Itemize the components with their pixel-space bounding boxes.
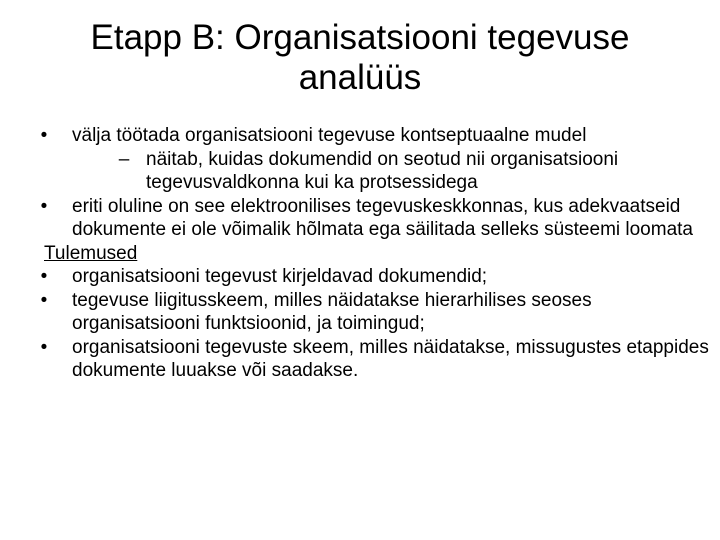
bullet-item-electronic-environment xyxy=(40,195,714,242)
slide-title-line-2: analüüs xyxy=(298,58,422,97)
result-item-documents xyxy=(40,265,714,289)
sub-item-text: näitab, kuidas dokumendid on seotud nii organisatsiooni tegevusvaldkonna kui ka protsessidega xyxy=(146,148,619,193)
sub-item-documents-relation xyxy=(44,148,714,195)
result-item-text: tegevuse liigitusskeem, milles näidatakse hierarhilises seoses organisatsiooni funktsioonid, ja toimingud; xyxy=(72,289,592,334)
bullet-icon: • xyxy=(40,195,48,217)
dash-icon: – xyxy=(118,148,130,170)
result-item-classification-scheme xyxy=(40,289,714,336)
slide-title xyxy=(0,18,720,98)
bullet-icon: • xyxy=(40,266,48,287)
bullet-icon: • xyxy=(40,336,48,358)
bullet-item-conceptual-model xyxy=(40,124,714,148)
results-heading: Tulemused xyxy=(44,242,138,264)
result-item-activity-scheme xyxy=(40,336,714,383)
result-item-text: organisatsiooni tegevust kirjeldavad dokumendid; xyxy=(72,266,488,287)
bullet-item-text: eriti oluline on see elektroonilises tegevuskeskkonnas, kus adekvaatseid dokumente ei ole võimalik hõlmata ega säilitada selleks süsteemi loomata xyxy=(72,195,693,240)
slide-title-line-1: Etapp B: Organisatsiooni tegevuse xyxy=(90,18,630,57)
slide-body xyxy=(40,124,714,383)
bullet-icon: • xyxy=(40,125,48,146)
result-item-text: organisatsiooni tegevuste skeem, milles näidatakse, missugustes etappides dokumente luuakse või saadakse. xyxy=(72,336,709,381)
bullet-item-text: välja töötada organisatsiooni tegevuse kontseptuaalne mudel xyxy=(72,125,587,146)
bullet-icon: • xyxy=(40,289,48,311)
